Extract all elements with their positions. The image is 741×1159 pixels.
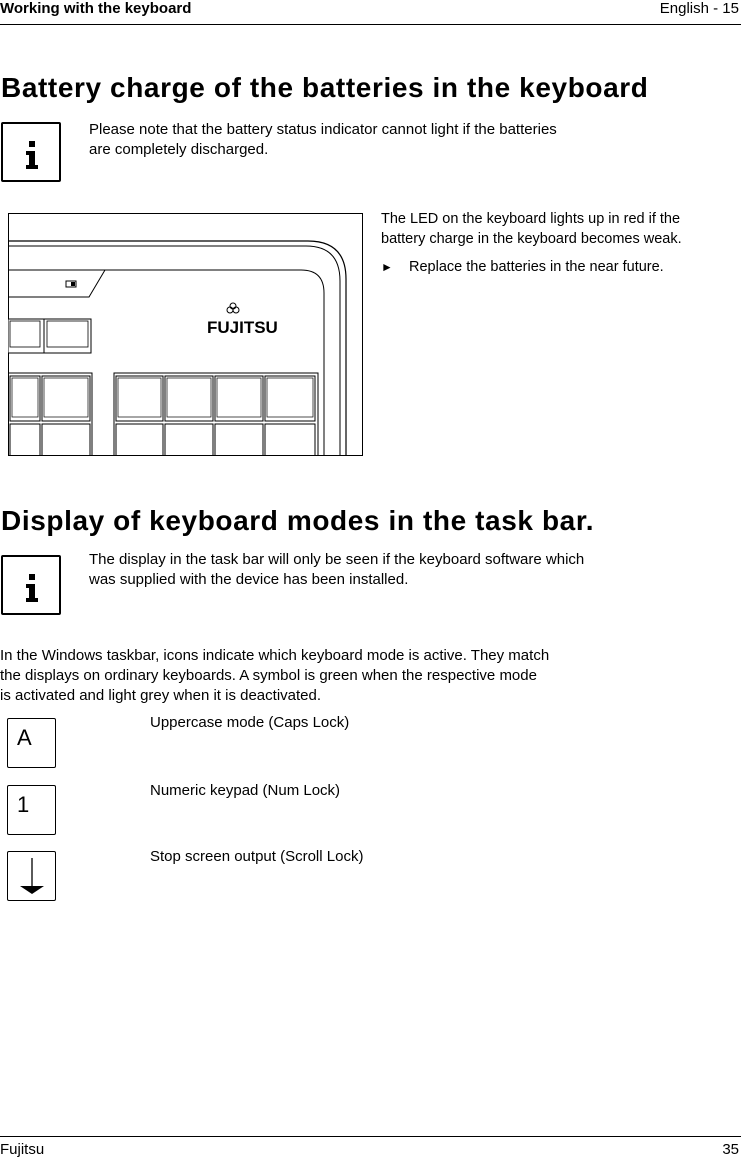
battery-note: [89, 120, 689, 160]
modes-intro-line3: is activated and light grey when it is deactivated.: [0, 687, 322, 704]
modes-note-line2: was supplied with the device has been installed.: [89, 571, 409, 588]
battery-note-line2: are completely discharged.: [89, 141, 269, 158]
footer-divider: [0, 1136, 741, 1137]
modes-intro-line1: In the Windows taskbar, icons indicate which keyboard mode is active. They match: [0, 647, 550, 664]
step-replace-batteries: Replace the batteries in the near future.: [409, 259, 664, 275]
step-bullet-icon: ►: [381, 260, 393, 274]
scroll-lock-label: Stop screen output (Scroll Lock): [150, 848, 364, 865]
caps-lock-symbol: A: [17, 725, 32, 750]
modes-note-line1: The display in the task bar will only be seen if the keyboard software which: [89, 551, 585, 568]
modes-intro-line2: the displays on ordinary keyboards. A symbol is green when the respective mode: [0, 667, 537, 684]
keyboard-brand-logo: FUJITSU: [207, 318, 278, 337]
info-note-box: [1, 122, 61, 182]
running-header-page-label: English - 15: [659, 0, 739, 17]
info-icon: [3, 124, 59, 180]
modes-section-heading: Display of keyboard modes in the task bar.: [1, 505, 595, 536]
led-description: [381, 209, 739, 249]
caps-lock-icon: [7, 718, 56, 768]
battery-section-heading: Battery charge of the batteries in the keyboard: [1, 72, 649, 103]
num-lock-label: Numeric keypad (Num Lock): [150, 782, 341, 799]
keyboard-drawing: [8, 213, 363, 456]
arrow-down-to-line-icon: [8, 852, 54, 899]
info-icon: [3, 557, 59, 613]
header-divider: [0, 24, 741, 25]
modes-intro-paragraph: [0, 646, 700, 706]
footer-brand: Fujitsu: [0, 1141, 45, 1158]
battery-note-line1: Please note that the battery status indicator cannot light if the batteries: [89, 121, 557, 138]
footer-page-number: 35: [722, 1141, 739, 1158]
num-lock-icon: [7, 785, 56, 835]
led-description-line2: battery charge in the keyboard becomes weak.: [381, 231, 682, 247]
modes-note: [89, 550, 709, 590]
caps-lock-label: Uppercase mode (Caps Lock): [150, 714, 350, 731]
keyboard-illustration: [8, 213, 363, 456]
scroll-lock-icon: [7, 851, 56, 901]
led-description-line1: The LED on the keyboard lights up in red if the: [381, 211, 681, 227]
num-lock-symbol: 1: [17, 792, 30, 817]
info-note-box-2: [1, 555, 61, 615]
running-header-title: Working with the keyboard: [0, 0, 192, 17]
